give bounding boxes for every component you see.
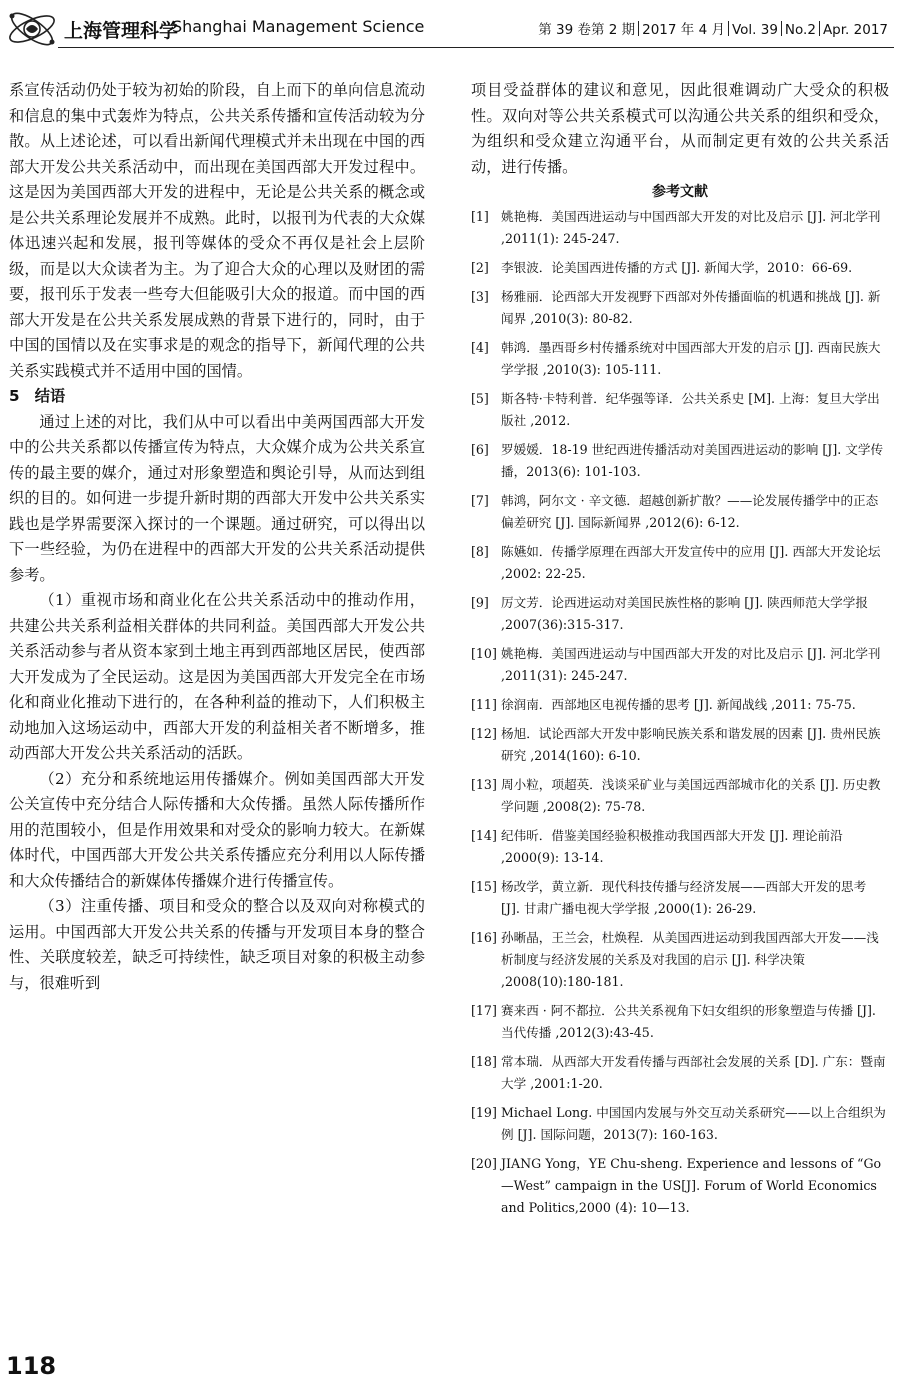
reference-text: 常本瑞．从西部大开发看传播与西部社会发展的关系 [D]. 广东：暨南大学 ,2001:1-20. <box>501 1054 886 1091</box>
reference-text: JIANG Yong，YE Chu-sheng. Experience and lessons of “Go—West” campaign in the US[J]. Forum of World Economics and Politics,2000 (4): 10—13. <box>501 1156 882 1215</box>
separator <box>728 21 729 36</box>
journal-name-cn: 上海管理科学 <box>64 20 179 42</box>
date-cn: 2017 年 4 月 <box>642 22 725 38</box>
reference-item <box>471 206 889 250</box>
reference-item <box>471 1051 889 1095</box>
reference-number: [13] <box>471 777 497 792</box>
reference-text: 孙晰晶，王兰会，杜焕程．从美国西进运动到我国西部大开发——浅析制度与经济发展的关系及对我国的启示 [J]. 科学决策 ,2008(10):180-181. <box>501 930 879 989</box>
separator <box>638 21 639 36</box>
body-paragraph: 系宣传活动仍处于较为初始的阶段，自上而下的单向信息流动和信息的集中式轰炸为特点，公共关系传播和宣传活动较为分散。从上述论述，可以看出新闻代理模式并未出现在中国的西部大开发公共关系活动中，而出现在美国西部大开发过程中。这是因为美国西部大开发的进程中，无论是公共关系的概念或是公共关系理论发展并不成熟。此时，以报刊为代表的大众媒体迅速兴起和发展，报刊等媒体的受众不再仅是社会上层阶级，而是以大众读者为主。为了迎合大众的心理以及财团的需要，报刊乐于发表一些夸大但能吸引大众的报道。而中国的西部大开发是在公共关系发展成熟的背景下进行的，同时，由于中国的国情以及在实事求是的观念的指导下，新闻代理的公共关系实践模式并不适用中国的国情。 <box>9 81 425 380</box>
reference-number: [10] <box>471 646 497 661</box>
reference-number: [18] <box>471 1054 497 1069</box>
reference-item <box>471 490 889 534</box>
page-number: 118 <box>6 1352 57 1380</box>
reference-text: 周小粒，项超英．浅谈采矿业与美国远西部城市化的关系 [J]. 历史教学问题 ,2008(2): 75-78. <box>501 777 881 814</box>
reference-item <box>471 286 889 330</box>
issue-cn: 第 39 卷第 2 期 <box>538 22 636 38</box>
reference-item <box>471 927 889 993</box>
reference-text: 杨雅丽．论西部大开发视野下西部对外传播面临的机遇和挑战 [J]. 新闻界 ,2010(3): 80-82. <box>501 289 881 326</box>
reference-item <box>471 337 889 381</box>
body-paragraph: （3）注重传播、项目和受众的整合以及双向对称模式的运用。中国西部大开发公共关系的传播与开发项目本身的整合性、关联度较差，缺乏可持续性，缺乏项目对象的积极主动参与，很难听到 <box>9 897 425 992</box>
separator <box>781 21 782 36</box>
reference-item <box>471 1153 889 1219</box>
reference-number: [16] <box>471 930 497 945</box>
no-en: No.2 <box>784 22 816 38</box>
issue-info <box>538 18 888 38</box>
reference-text: 韩鸿，阿尔文 · 辛文德．超越创新扩散？——论发展传播学中的正态偏差研究 [J]. 国际新闻界 ,2012(6): 6-12. <box>501 493 879 530</box>
reference-text: 李银波．论美国西进传播的方式 [J]. 新闻大学，2010：66-69. <box>501 260 853 275</box>
reference-item <box>471 388 889 432</box>
header-rule <box>58 47 894 48</box>
reference-item <box>471 723 889 767</box>
reference-item <box>471 1102 889 1146</box>
reference-number: [9] <box>471 595 489 610</box>
reference-number: [7] <box>471 493 489 508</box>
reference-text: 纪伟昕．借鉴美国经验积极推动我国西部大开发 [J]. 理论前沿 ,2000(9): 13-14. <box>501 828 843 865</box>
reference-text: 姚艳梅．美国西进运动与中国西部大开发的对比及启示 [J]. 河北学刊 ,2011(1): 245-247. <box>501 209 881 246</box>
reference-item <box>471 257 889 279</box>
reference-item <box>471 694 889 716</box>
reference-number: [6] <box>471 442 489 457</box>
reference-item <box>471 592 889 636</box>
right-column <box>471 78 889 1226</box>
reference-text: 陈嬿如．传播学原理在西部大开发宣传中的应用 [J]. 西部大开发论坛 ,2002: 22-25. <box>501 544 881 581</box>
reference-item <box>471 774 889 818</box>
reference-number: [14] <box>471 828 497 843</box>
references-list <box>471 206 889 1219</box>
reference-number: [19] <box>471 1105 497 1120</box>
reference-number: [11] <box>471 697 497 712</box>
reference-number: [4] <box>471 340 489 355</box>
body-paragraph: （2）充分和系统地运用传播媒介。例如美国西部大开发公关宣传中充分结合人际传播和大众传播。虽然人际传播所作用的范围较小，但是作用效果和对受众的影响力较大。在新媒体时代，中国西部大开发公共关系传播应充分利用以人际传播和大众传播结合的新媒体传播媒介进行传播宣传。 <box>9 769 425 890</box>
vol-en: Vol. 39 <box>731 22 778 38</box>
reference-text: 杨旭．试论西部大开发中影响民族关系和谐发展的因素 [J]. 贵州民族研究 ,2014(160): 6-10. <box>501 726 881 763</box>
reference-number: [17] <box>471 1003 497 1018</box>
reference-number: [2] <box>471 260 489 275</box>
body-paragraph: 通过上述的对比，我们从中可以看出中美两国西部大开发中的公共关系都以传播宣传为特点，大众媒介成为公共关系宣传的最主要的媒介，通过对形象塑造和舆论引导，从而达到组织的目的。如何进一步提升新时期的西部大开发中公共关系实践也是学界需要深入探讨的一个课题。通过研究，可以得出以下一些经验，为仍在进程中的西部大开发的公共关系活动提供参考。 <box>9 412 425 584</box>
reference-text: 罗媛媛．18-19 世纪西进传播活动对美国西进运动的影响 [J]. 文学传播，2013(6): 101-103. <box>501 442 884 479</box>
references-title: 参考文献 <box>652 184 708 200</box>
journal-name-en: Shanghai Management Science <box>172 17 425 36</box>
reference-item <box>471 439 889 483</box>
reference-number: [5] <box>471 391 489 406</box>
reference-text: 赛来西 · 阿不都拉．公共关系视角下妇女组织的形象塑造与传播 [J]. 当代传播 ,2012(3):43-45. <box>501 1003 876 1040</box>
body-paragraph: （1）重视市场和商业化在公共关系活动中的推动作用，共建公共关系利益相关群体的共同利益。美国西部大开发公共关系活动参与者从资本家到土地主再到西部地区居民，使西部大开发成为了全民运动。这是因为美国西部大开发完全在市场化和商业化推动下进行的，在各种利益的推动下，人们积极主动地加入这场运动中，西部大开发的利益相关者不断增多，推动西部大开发公共关系活动的活跃。 <box>9 591 425 762</box>
left-column <box>9 78 425 996</box>
body-paragraph: 项目受益群体的建议和意见，因此很难调动广大受众的积极性。双向对等公共关系模式可以沟通公共关系的组织和受众，为组织和受众建立沟通平台，从而制定更有效的公共关系活动，进行传播。 <box>471 81 889 176</box>
separator <box>819 21 820 36</box>
reference-text: 徐润南．西部地区电视传播的思考 [J]. 新闻战线 ,2011: 75-75. <box>501 697 856 712</box>
date-en: Apr. 2017 <box>822 22 888 38</box>
reference-item <box>471 825 889 869</box>
reference-number: [15] <box>471 879 497 894</box>
page-header <box>0 0 902 58</box>
reference-number: [1] <box>471 209 489 224</box>
reference-number: [12] <box>471 726 497 741</box>
journal-logo-icon <box>4 4 60 54</box>
reference-number: [20] <box>471 1156 497 1171</box>
section-heading: 5 结语 <box>9 387 66 405</box>
reference-item <box>471 1000 889 1044</box>
reference-number: [8] <box>471 544 489 559</box>
reference-text: Michael Long. 中国国内发展与外交互动关系研究——以上合组织为例 [J]. 国际问题，2013(7): 160-163. <box>501 1105 886 1142</box>
reference-item <box>471 876 889 920</box>
reference-number: [3] <box>471 289 489 304</box>
reference-text: 斯各特·卡特利普．纪华强等译．公共关系史 [M]. 上海：复旦大学出版社 ,2012. <box>501 391 880 428</box>
reference-text: 姚艳梅．美国西进运动与中国西部大开发的对比及启示 [J]. 河北学刊 ,2011(31): 245-247. <box>501 646 881 683</box>
reference-item <box>471 643 889 687</box>
reference-text: 杨改学，黄立新．现代科技传播与经济发展——西部大开发的思考 [J]. 甘肃广播电视大学学报 ,2000(1): 26-29. <box>501 879 867 916</box>
reference-item <box>471 541 889 585</box>
reference-text: 厉文芳．论西进运动对美国民族性格的影响 [J]. 陕西师范大学学报 ,2007(36):315-317. <box>501 595 868 632</box>
reference-text: 韩鸿．墨西哥乡村传播系统对中国西部大开发的启示 [J]. 西南民族大学学报 ,2010(3): 105-111. <box>501 340 881 377</box>
